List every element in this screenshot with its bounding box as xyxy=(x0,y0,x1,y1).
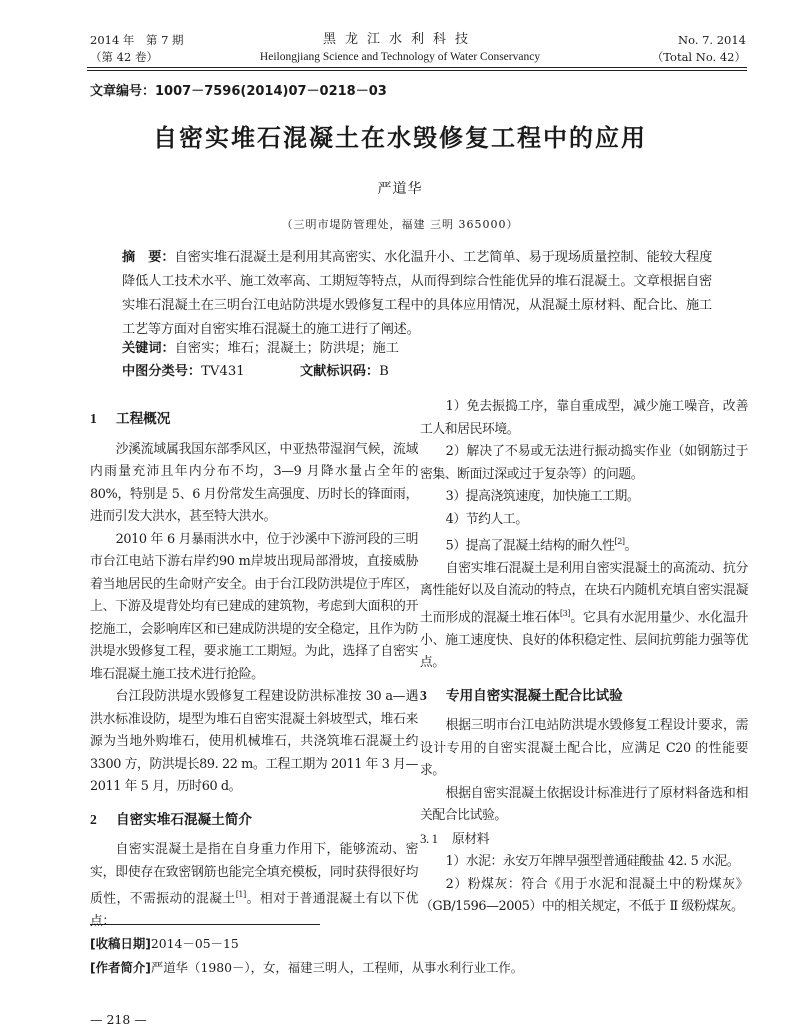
article-number-value: 1007－7596(2014)07－0218－03 xyxy=(155,84,387,99)
issue-volume: （第 42 卷） xyxy=(90,50,158,64)
total-number: （Total No. 42） xyxy=(651,50,746,64)
footnote-rule xyxy=(90,924,320,925)
page-number: — 218 — xyxy=(90,1012,147,1027)
section-3-number: 3 xyxy=(420,687,427,703)
paper-title: 自密实堆石混凝土在水毁修复工程中的应用 xyxy=(153,124,647,152)
issue-number: No. 7. 2014 xyxy=(678,33,746,47)
classification-value: TV431 xyxy=(201,364,245,379)
list-item: 1）水泥：永安万年牌早强型普通硅酸盐 42. 5 水泥。 xyxy=(445,854,740,870)
list-item: 1）免去振捣工序，靠自重成型，减少施工噪音，改善工人和居民环境。 xyxy=(420,399,748,437)
paragraph: 沙溪流域属我国东部季风区，中亚热带湿润气候，流域内雨量充沛且年内分布不均，3—9 月降水量占全年的 80%，特别是 5、6 月份常发生高强度、历时长的锋面雨，进而引发大洪水，甚至特大洪水。 xyxy=(90,441,418,524)
section-3-title: 专用自密实混凝土配合比试验 xyxy=(446,687,623,704)
section-1-heading xyxy=(90,408,418,431)
document-code-value: B xyxy=(379,364,389,379)
subsection-number: 3. 1 xyxy=(420,831,438,846)
paragraph-text: 自密实混凝土是指在自身重力作用下，能够流动、密实，即使存在致密钢筋也能完全填充模板，同时获得很好均质性，不需振动的混凝土 xyxy=(90,842,418,907)
paragraph-text: 自密实堆石混凝土是利用自密实混凝土的高流动、抗分离性能好以及自流动的特点，在块石内随机充填自密实混凝土而形成的混凝土堆石体 xyxy=(420,560,748,626)
paragraph-text: 。它具有水泥用量少、水化温升小、施工速度快、良好的体积稳定性、层间抗剪能力强等优点。 xyxy=(420,610,748,671)
keywords xyxy=(122,337,399,356)
list-item-text: 5）提高了混凝土结构的耐久性 xyxy=(445,538,615,554)
author-bio xyxy=(90,958,523,976)
list-item: 2）粉煤灰：符合《用于水泥和混凝土中的粉煤灰》（GB/1596—2005）中的相关规定，不低于 Ⅱ 级粉煤灰。 xyxy=(420,876,748,915)
list-item: 2）解决了不易或无法进行振动捣实作业（如钢筋过于密集、断面过深或过于复杂等）的问题。 xyxy=(420,444,748,482)
journal-name-en: Heilongjiang Science and Technology of Water Conservancy xyxy=(259,51,541,63)
paragraph: 台江段防洪堤水毁修复工程建设防洪标准按 30 a—遇洪水标准设防，堤型为堆石自密实混凝土斜坡型式，堆石来源为当地外购堆石，使用机械堆石，共浇筑堆石混凝土约 3300 方，防洪堤长89. 22 m。工程工期为 2011 年 3 月—2011 年 5 月，历时60 d。 xyxy=(90,689,418,794)
author-bio-label: [作者简介] xyxy=(90,960,151,975)
received-date xyxy=(90,934,239,952)
list-item: 3）提高浇筑速度，加快施工工期。 xyxy=(445,489,640,504)
keywords-text: 自密实；堆石；混凝土；防洪堤；施工 xyxy=(174,341,399,356)
section-1-title: 工程概况 xyxy=(116,411,171,427)
list-item-text: 。 xyxy=(624,538,638,554)
section-2-heading xyxy=(90,809,418,832)
subsection-3-1-heading xyxy=(420,828,748,852)
issue-year: 2014 年 第 7 期 xyxy=(90,33,184,47)
abstract xyxy=(122,246,712,342)
abstract-text: 自密实堆石混凝土是利用其高密实、水化温升小、工艺简单、易于现场质量控制、能较大程度降低人工技术水平、施工效率高、工期短等特点，从而得到综合性能优异的堆石混凝土。文章根据自密实堆石混凝土在三明台江电站防洪堤水毁修复工程中的具体应用情况，从混凝土原材料、配合比、施工工艺等方面对自密实堆石混凝土的施工进行了阐述。 xyxy=(122,250,713,337)
left-column xyxy=(90,398,418,933)
paragraph xyxy=(420,558,748,675)
section-2-title: 自密实堆石混凝土简介 xyxy=(116,811,252,828)
paragraph xyxy=(90,839,418,933)
author-bio-text: 严道华（1980－），女，福建三明人，工程师，从事水利行业工作。 xyxy=(150,960,524,975)
abstract-label: 摘 要： xyxy=(122,250,175,265)
classification xyxy=(122,360,245,379)
header-rule-2 xyxy=(87,70,747,71)
document-code-label: 文献标识码： xyxy=(300,364,380,379)
author-name: 严道华 xyxy=(377,181,423,197)
article-number-label: 文章编号： xyxy=(90,84,156,99)
paragraph-text: 。相对于普通混凝土有以下优点： xyxy=(90,891,418,929)
paragraph: 根据三明市台江电站防洪堤水毁修复工程设计要求，需设计专用的自密实混凝土配合比，应满足 C20 的性能要求。 xyxy=(420,718,748,779)
citation-ref: [2] xyxy=(614,537,625,546)
classification-label: 中图分类号： xyxy=(122,364,202,379)
subsection-title: 原材料 xyxy=(452,831,490,847)
header-rule xyxy=(87,67,747,68)
list-item xyxy=(420,531,748,558)
section-2-number: 2 xyxy=(90,811,97,827)
section-1-number: 1 xyxy=(90,411,97,426)
affiliation: （三明市堤防管理处，福建 三明 365000） xyxy=(281,218,519,231)
citation-ref: [1] xyxy=(235,890,246,899)
keywords-label: 关键词： xyxy=(122,341,175,356)
section-3-heading xyxy=(420,685,748,708)
list-item: 4）节约人工。 xyxy=(445,511,528,527)
citation-ref: [3] xyxy=(559,608,570,618)
paragraph: 2010 年 6 月暴雨洪水中，位于沙溪中下游河段的三明市台江电站下游右岸约90 m岸坡出现局部滑坡，直接威胁着当地居民的生命财产安全。由于台江段防洪堤位于库区，上、下游及堤背处均有已建成的建筑物，考虑到大面积的开挖施工，会影响库区和已建成防洪堤的安全稳定，且作为防洪堤水毁修复工程，要求施工工期短。为此，选择了自密实堆石混凝土施工技术进行抢险。 xyxy=(90,531,418,682)
received-value: 2014－05－15 xyxy=(150,936,239,951)
article-number xyxy=(90,80,387,99)
right-column xyxy=(420,396,748,919)
document-code xyxy=(300,360,389,379)
journal-name-cn: 黑龙江水利科技 xyxy=(322,32,477,47)
received-label: [收稿日期] xyxy=(90,936,151,951)
paragraph: 根据自密实混凝土依据设计标准进行了原材料备选和相关配合比试验。 xyxy=(420,785,748,824)
